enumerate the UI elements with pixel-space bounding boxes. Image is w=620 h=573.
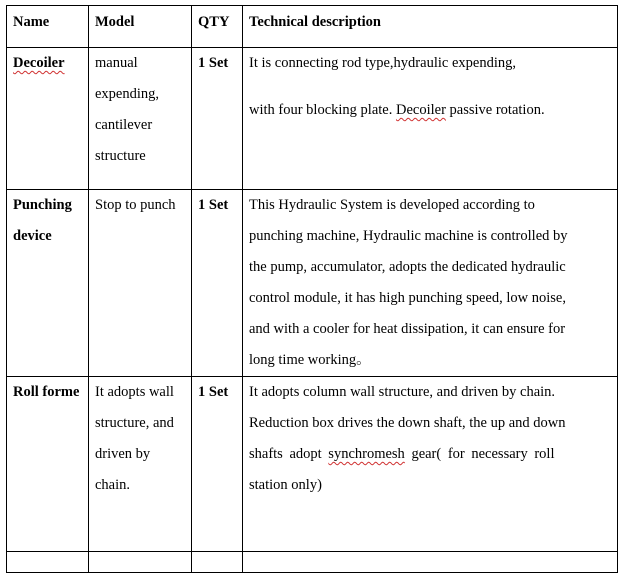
row-description-line: It adopts column wall structure, and driven by chain. bbox=[249, 384, 556, 400]
row-model-line: It adopts wall bbox=[95, 384, 174, 400]
row-name-line: device bbox=[13, 228, 52, 244]
row-name-cell bbox=[7, 190, 89, 377]
table-row bbox=[7, 48, 618, 190]
empty-cell bbox=[243, 552, 618, 573]
row-description-cell bbox=[243, 377, 618, 552]
row-description-cell bbox=[243, 48, 618, 190]
row-model-line: driven by bbox=[95, 446, 151, 462]
row-qty: 1 Set bbox=[192, 377, 243, 552]
description-text: with four blocking plate. bbox=[249, 102, 396, 118]
header-model: Model bbox=[89, 6, 192, 48]
row-model-line: structure bbox=[95, 148, 146, 164]
row-name-line: Punching bbox=[13, 197, 72, 213]
row-description-line: and with a cooler for heat dissipation, it can ensure for bbox=[249, 321, 566, 337]
row-description-line: It is connecting rod type,hydraulic expending, bbox=[249, 55, 516, 71]
header-name: Name bbox=[7, 6, 89, 48]
row-description-line: the pump, accumulator, adopts the dedicated hydraulic bbox=[249, 259, 566, 275]
row-model-line: expending, bbox=[95, 86, 160, 102]
spec-table bbox=[6, 5, 618, 573]
description-misspelled-word: synchromesh bbox=[328, 446, 405, 462]
row-model-cell bbox=[89, 377, 192, 552]
row-description-line: This Hydraulic System is developed according to bbox=[249, 197, 535, 213]
header-row bbox=[7, 6, 618, 48]
row-name: Roll forme bbox=[7, 377, 89, 552]
row-name: Decoiler bbox=[13, 55, 65, 71]
empty-cell bbox=[7, 552, 89, 573]
row-model-line: structure, and bbox=[95, 415, 174, 431]
row-qty: 1 Set bbox=[192, 190, 243, 377]
description-misspelled-word: Decoiler bbox=[395, 102, 446, 118]
row-model-line: manual bbox=[95, 55, 138, 71]
row-model-cell bbox=[89, 48, 192, 190]
table-row-empty bbox=[7, 552, 618, 573]
row-description-line: punching machine, Hydraulic machine is controlled by bbox=[249, 228, 568, 244]
description-text: gear( for necessary roll bbox=[404, 446, 555, 462]
row-description-line: long time working。 bbox=[249, 352, 371, 368]
table-row bbox=[7, 377, 618, 552]
row-qty: 1 Set bbox=[192, 48, 243, 190]
empty-cell bbox=[89, 552, 192, 573]
row-description-line: control module, it has high punching speed, low noise, bbox=[249, 290, 566, 306]
table-row bbox=[7, 190, 618, 377]
header-qty: QTY bbox=[192, 6, 243, 48]
description-text: passive rotation. bbox=[445, 102, 545, 118]
row-description-line: Reduction box drives the down shaft, the up and down bbox=[249, 415, 566, 431]
empty-cell bbox=[192, 552, 243, 573]
row-description-line bbox=[249, 95, 611, 126]
row-name-cell bbox=[7, 48, 89, 190]
row-description-line bbox=[249, 439, 611, 470]
header-description: Technical description bbox=[243, 6, 618, 48]
description-text: shafts adopt bbox=[249, 446, 329, 462]
row-description-cell bbox=[243, 190, 618, 377]
row-model-line: cantilever bbox=[95, 117, 153, 133]
row-model-line: chain. bbox=[95, 477, 131, 493]
row-model: Stop to punch bbox=[89, 190, 192, 377]
row-description-line: station only) bbox=[249, 477, 322, 493]
